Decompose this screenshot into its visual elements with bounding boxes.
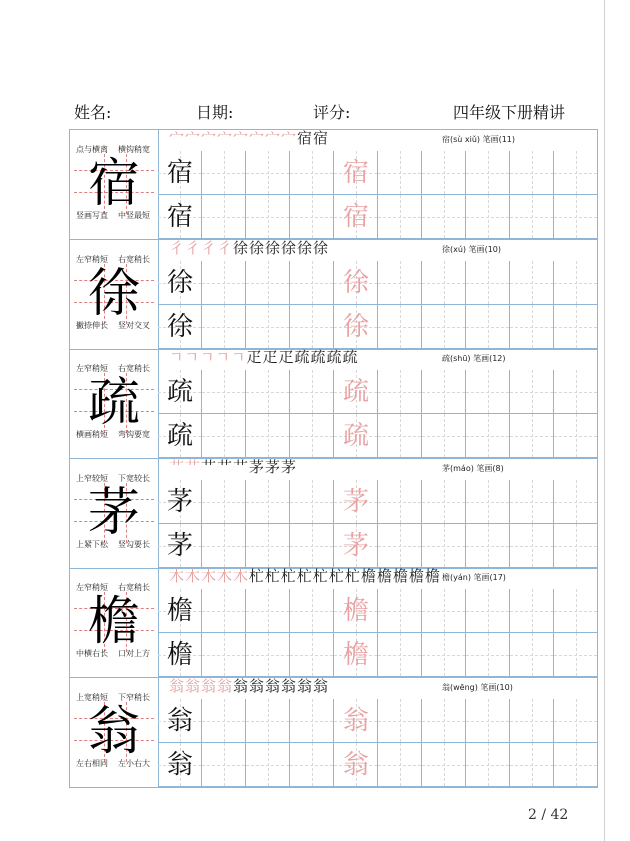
tip-top-right: 下宽较长 xyxy=(118,473,150,483)
writing-cell[interactable] xyxy=(246,261,290,305)
tip-top-right: 横钩稍宽 xyxy=(118,145,150,154)
example-cell xyxy=(334,524,378,568)
writing-cell[interactable] xyxy=(466,305,510,349)
tip-top-left: 上宽稍短 xyxy=(76,692,108,702)
writing-cell[interactable] xyxy=(290,370,334,414)
model-character-box xyxy=(70,240,159,349)
writing-cell[interactable] xyxy=(466,151,510,195)
model-character-box xyxy=(70,678,159,787)
writing-cell[interactable] xyxy=(290,195,334,239)
writing-cell[interactable] xyxy=(202,524,246,568)
writing-cell[interactable] xyxy=(202,633,246,677)
writing-cell[interactable] xyxy=(202,305,246,349)
writing-cell[interactable] xyxy=(246,699,290,743)
tip-top-right: 右宽稍长 xyxy=(118,583,150,592)
writing-cell[interactable] xyxy=(378,414,422,458)
example-character: 宿 xyxy=(166,202,193,232)
writing-cell[interactable] xyxy=(246,480,290,524)
tip-bottom-right: 口对上方 xyxy=(118,649,150,658)
model-character-box xyxy=(70,349,159,458)
writing-cell[interactable] xyxy=(246,589,290,633)
trace-character: 茅 xyxy=(342,486,369,517)
tip-bottom-right: 竖勾要长 xyxy=(118,539,150,549)
practice-sheet xyxy=(69,129,598,788)
example-cell xyxy=(158,743,202,787)
trace-character: 疏 xyxy=(342,377,369,407)
tip-top-right: 右宽稍长 xyxy=(118,254,150,264)
writing-cell[interactable] xyxy=(246,370,290,414)
example-cell xyxy=(158,305,202,349)
writing-cell[interactable] xyxy=(378,480,422,524)
example-cell xyxy=(334,261,378,305)
writing-cell[interactable] xyxy=(202,414,246,458)
tip-bottom-left: 横画稍短 xyxy=(76,430,108,439)
model-character: 宿 xyxy=(87,154,140,214)
writing-cell[interactable] xyxy=(510,261,554,305)
writing-cell[interactable] xyxy=(422,480,466,524)
example-character: 翁 xyxy=(166,705,193,736)
writing-cell[interactable] xyxy=(554,305,598,349)
writing-cell[interactable] xyxy=(554,743,598,787)
writing-cell[interactable] xyxy=(202,370,246,414)
writing-cell[interactable] xyxy=(246,414,290,458)
writing-cell[interactable] xyxy=(510,743,554,787)
trace-character: 宿 xyxy=(342,158,369,188)
writing-cell[interactable] xyxy=(466,524,510,568)
example-character: 檐 xyxy=(166,640,193,670)
page-edge xyxy=(604,0,605,841)
model-character: 疏 xyxy=(87,373,140,433)
writing-cell[interactable] xyxy=(378,305,422,349)
writing-cell[interactable] xyxy=(378,699,422,743)
writing-cell[interactable] xyxy=(510,524,554,568)
writing-cell[interactable] xyxy=(554,195,598,239)
page-number: 2 / 42 xyxy=(528,807,569,823)
stroke-order-partial: 艹艹 xyxy=(169,457,202,476)
writing-cell[interactable] xyxy=(202,261,246,305)
writing-cell[interactable] xyxy=(378,589,422,633)
writing-cell[interactable] xyxy=(378,743,422,787)
stroke-order-full: 翁翁翁翁翁翁 xyxy=(233,676,330,695)
model-character-box xyxy=(70,568,159,677)
example-character: 徐 xyxy=(166,311,193,342)
pinyin-stroke-count: 宿(sù xiǔ) 笔画(11) xyxy=(442,135,516,144)
writing-cell[interactable] xyxy=(246,524,290,568)
writing-cell[interactable] xyxy=(510,633,554,677)
stroke-order xyxy=(169,348,358,366)
example-cell xyxy=(158,589,202,633)
pinyin-stroke-count: 疏(shū) 笔画(12) xyxy=(442,354,506,363)
tip-top-left: 左窄稍短 xyxy=(76,364,108,373)
example-cell xyxy=(158,699,202,743)
writing-cell[interactable] xyxy=(202,195,246,239)
tip-bottom-right: 中竖最短 xyxy=(118,211,150,220)
example-cell xyxy=(334,305,378,349)
writing-cell[interactable] xyxy=(422,524,466,568)
writing-cell[interactable] xyxy=(290,305,334,349)
writing-cell[interactable] xyxy=(290,589,334,633)
stroke-order-partial: 彳彳彳彳 xyxy=(169,238,234,257)
pinyin-stroke-count: 茅(máo) 笔画(8) xyxy=(442,463,504,473)
example-character: 茅 xyxy=(166,486,193,517)
date-label: 日期: xyxy=(196,103,234,122)
writing-cell[interactable] xyxy=(466,370,510,414)
writing-grid xyxy=(158,151,597,239)
example-character: 疏 xyxy=(166,421,193,451)
writing-cell[interactable] xyxy=(422,261,466,305)
writing-cell[interactable] xyxy=(290,699,334,743)
trace-character: 徐 xyxy=(342,311,369,342)
example-cell xyxy=(334,743,378,787)
writing-cell[interactable] xyxy=(466,699,510,743)
writing-cell[interactable] xyxy=(422,743,466,787)
writing-cell[interactable] xyxy=(422,151,466,195)
writing-cell[interactable] xyxy=(246,633,290,677)
stroke-order-partial: 翁翁翁翁 xyxy=(169,676,234,695)
writing-cell[interactable] xyxy=(202,589,246,633)
example-cell xyxy=(334,414,378,458)
example-cell xyxy=(334,151,378,195)
stroke-order-full: 宿宿 xyxy=(297,129,330,147)
score-label: 评分: xyxy=(313,103,351,122)
writing-cell[interactable] xyxy=(378,524,422,568)
writing-cell[interactable] xyxy=(422,370,466,414)
example-character: 疏 xyxy=(166,377,193,407)
example-cell xyxy=(334,370,378,414)
name-label: 姓名: xyxy=(74,103,112,122)
model-character: 檐 xyxy=(87,592,140,652)
example-cell xyxy=(158,195,202,239)
writing-cell[interactable] xyxy=(466,261,510,305)
model-character: 徐 xyxy=(87,263,140,324)
tip-top-right: 右宽稍长 xyxy=(118,364,150,373)
writing-cell[interactable] xyxy=(378,370,422,414)
worksheet-header xyxy=(0,100,630,124)
character-block xyxy=(70,240,597,350)
writing-cell[interactable] xyxy=(554,370,598,414)
example-cell xyxy=(158,261,202,305)
example-character: 茅 xyxy=(166,530,193,561)
tip-top-left: 左窄稍短 xyxy=(76,254,108,264)
writing-cell[interactable] xyxy=(554,151,598,195)
trace-character: 檐 xyxy=(342,640,369,670)
writing-cell[interactable] xyxy=(554,261,598,305)
writing-cell[interactable] xyxy=(202,699,246,743)
tip-bottom-left: 上紧下松 xyxy=(76,539,108,549)
writing-cell[interactable] xyxy=(290,633,334,677)
writing-cell[interactable] xyxy=(378,195,422,239)
model-character: 茅 xyxy=(87,482,140,543)
writing-cell[interactable] xyxy=(422,305,466,349)
writing-cell[interactable] xyxy=(554,524,598,568)
writing-cell[interactable] xyxy=(554,633,598,677)
stroke-order-full: 疋疋疋疏疏疏疏 xyxy=(246,348,359,366)
example-cell xyxy=(158,151,202,195)
writing-cell[interactable] xyxy=(422,589,466,633)
character-block xyxy=(70,568,597,678)
writing-cell[interactable] xyxy=(202,743,246,787)
writing-grid xyxy=(158,480,597,568)
stroke-order-full: 杧杧杧杧杧杧杧檐檐檐檐檐 xyxy=(249,567,442,585)
worksheet-title: 四年级下册精讲 xyxy=(453,103,566,122)
tip-top-left: 左窄稍短 xyxy=(76,583,108,592)
writing-cell[interactable] xyxy=(554,480,598,524)
model-character-box xyxy=(70,130,159,239)
writing-cell[interactable] xyxy=(422,633,466,677)
stroke-order-full: 艹艹艹茅茅茅 xyxy=(201,457,298,476)
character-block xyxy=(70,678,597,787)
writing-cell[interactable] xyxy=(510,370,554,414)
writing-cell[interactable] xyxy=(466,633,510,677)
writing-cell[interactable] xyxy=(422,699,466,743)
trace-character: 徐 xyxy=(342,267,369,298)
example-cell xyxy=(158,414,202,458)
stroke-order-partial: ㄱㄱㄱㄱㄱ xyxy=(169,348,247,366)
writing-cell[interactable] xyxy=(378,261,422,305)
writing-cell[interactable] xyxy=(202,480,246,524)
stroke-order-partial: 木木木木木 xyxy=(169,567,250,585)
trace-character: 翁 xyxy=(342,749,369,780)
writing-cell[interactable] xyxy=(290,480,334,524)
trace-character: 茅 xyxy=(342,530,369,561)
pinyin-stroke-count: 檐(yán) 笔画(17) xyxy=(442,573,506,582)
tip-top-right: 下窄稍长 xyxy=(118,692,150,702)
tip-bottom-left: 左右相同 xyxy=(76,758,108,768)
trace-character: 宿 xyxy=(342,202,369,232)
writing-cell[interactable] xyxy=(378,151,422,195)
writing-cell[interactable] xyxy=(466,195,510,239)
stroke-order-full: 徐徐徐徐徐徐 xyxy=(233,238,330,257)
example-cell xyxy=(158,370,202,414)
stroke-order xyxy=(169,567,441,585)
writing-cell[interactable] xyxy=(466,480,510,524)
writing-cell[interactable] xyxy=(510,305,554,349)
writing-cell[interactable] xyxy=(466,743,510,787)
writing-cell[interactable] xyxy=(554,699,598,743)
example-cell xyxy=(334,699,378,743)
character-block xyxy=(70,349,597,459)
trace-character: 翁 xyxy=(342,705,369,736)
writing-cell[interactable] xyxy=(246,151,290,195)
character-block xyxy=(70,130,597,240)
writing-cell[interactable] xyxy=(554,414,598,458)
tip-bottom-right: 弯钩要宽 xyxy=(118,430,150,439)
writing-cell[interactable] xyxy=(290,261,334,305)
writing-cell[interactable] xyxy=(466,414,510,458)
writing-cell[interactable] xyxy=(290,524,334,568)
writing-cell[interactable] xyxy=(510,699,554,743)
writing-grid xyxy=(158,589,597,677)
writing-cell[interactable] xyxy=(202,151,246,195)
example-character: 檐 xyxy=(166,596,193,626)
tip-top-left: 点与横离 xyxy=(76,145,108,154)
tip-top-left: 上窄较短 xyxy=(76,473,108,483)
example-cell xyxy=(334,480,378,524)
tip-bottom-left: 中横右长 xyxy=(76,649,108,658)
stroke-order-partial: 宀宀宀宀宀宀宀宀 xyxy=(169,129,298,147)
writing-cell[interactable] xyxy=(290,414,334,458)
model-character: 翁 xyxy=(87,701,140,762)
example-cell xyxy=(158,524,202,568)
example-cell xyxy=(334,589,378,633)
tip-bottom-right: 竖对交叉 xyxy=(118,320,150,330)
writing-cell[interactable] xyxy=(246,195,290,239)
pinyin-stroke-count: 翁(wēng) 笔画(10) xyxy=(442,682,513,692)
writing-grid xyxy=(158,370,597,458)
writing-cell[interactable] xyxy=(510,151,554,195)
example-cell xyxy=(158,480,202,524)
writing-cell[interactable] xyxy=(510,195,554,239)
writing-grid xyxy=(158,261,597,349)
trace-character: 疏 xyxy=(342,421,369,451)
trace-character: 檐 xyxy=(342,596,369,626)
writing-cell[interactable] xyxy=(466,589,510,633)
writing-cell[interactable] xyxy=(510,414,554,458)
stroke-order xyxy=(169,129,329,147)
example-character: 翁 xyxy=(166,749,193,780)
writing-cell[interactable] xyxy=(554,589,598,633)
writing-cell[interactable] xyxy=(290,743,334,787)
tip-bottom-right: 左小右大 xyxy=(118,758,150,768)
stroke-order xyxy=(169,677,329,695)
writing-cell[interactable] xyxy=(422,414,466,458)
stroke-order xyxy=(169,458,297,476)
tip-bottom-left: 撇捺伸长 xyxy=(76,320,108,330)
model-character-box xyxy=(70,459,159,568)
tip-bottom-left: 竖画写直 xyxy=(76,211,108,220)
example-character: 宿 xyxy=(166,158,193,188)
example-character: 徐 xyxy=(166,267,193,298)
character-block xyxy=(70,459,597,569)
pinyin-stroke-count: 徐(xú) 笔画(10) xyxy=(442,244,502,254)
writing-cell[interactable] xyxy=(378,633,422,677)
writing-cell[interactable] xyxy=(422,195,466,239)
example-cell xyxy=(334,633,378,677)
writing-cell[interactable] xyxy=(246,743,290,787)
writing-cell[interactable] xyxy=(290,151,334,195)
writing-grid xyxy=(158,699,597,787)
example-cell xyxy=(334,195,378,239)
stroke-order xyxy=(169,239,329,257)
example-cell xyxy=(158,633,202,677)
writing-cell[interactable] xyxy=(246,305,290,349)
writing-cell[interactable] xyxy=(510,480,554,524)
writing-cell[interactable] xyxy=(510,589,554,633)
